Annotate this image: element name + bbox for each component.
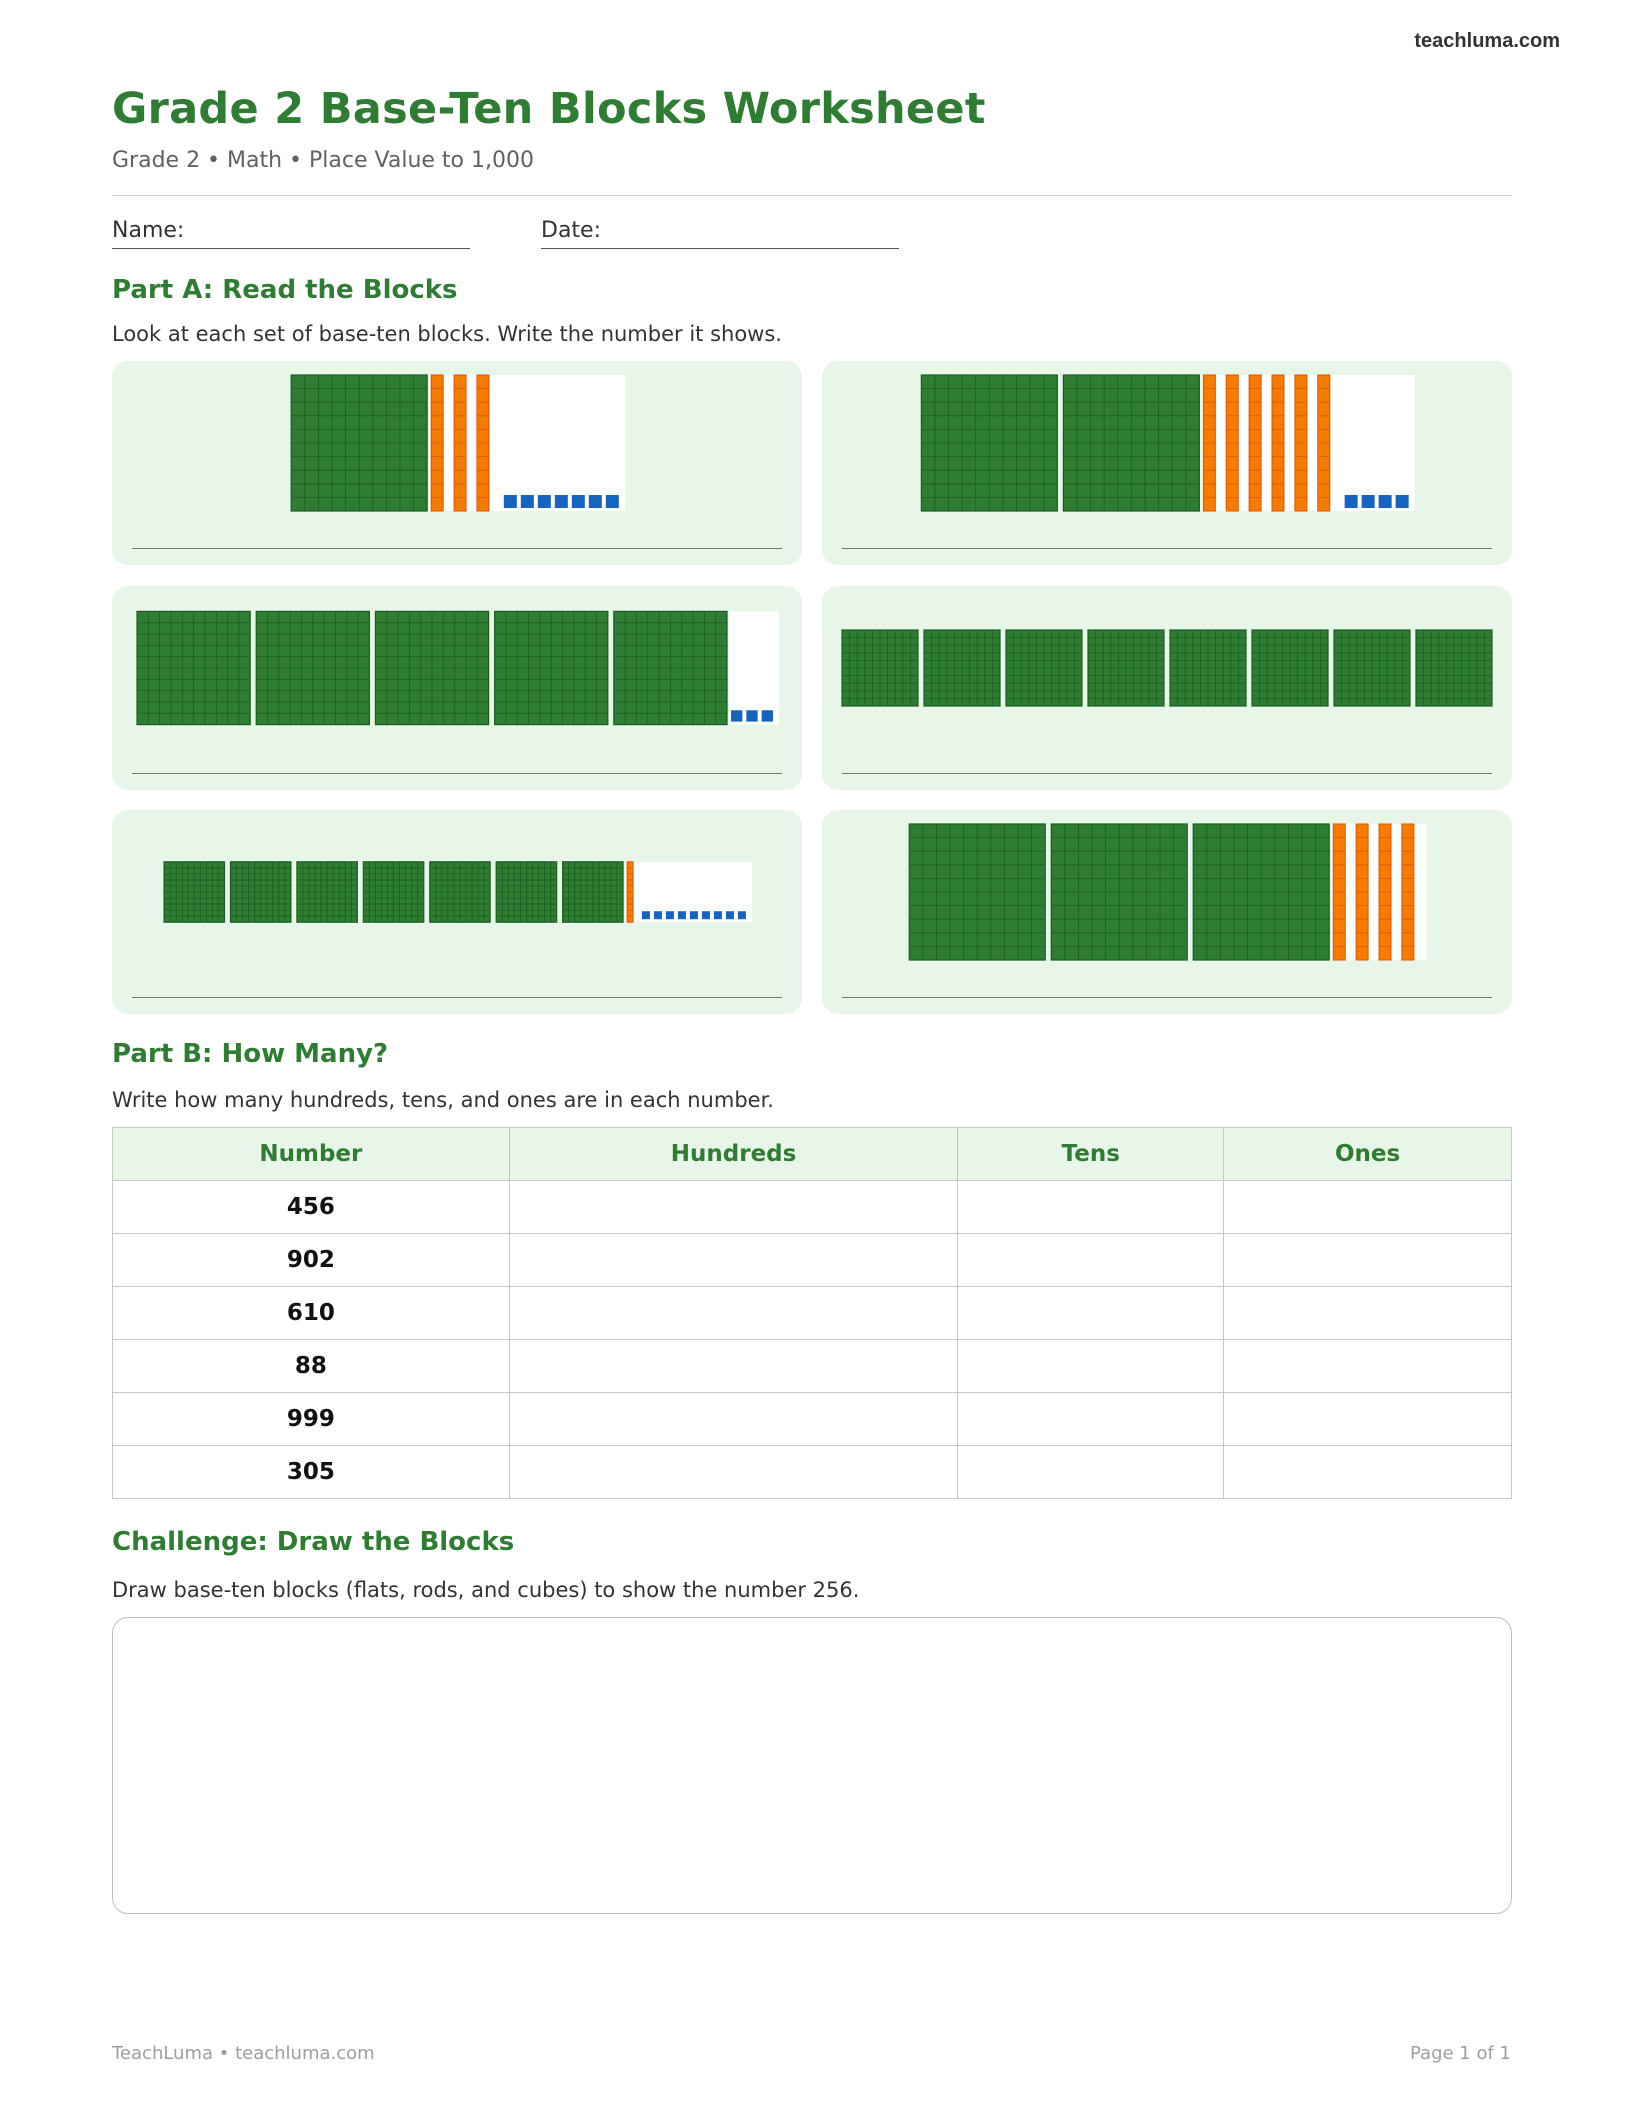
worksheet-subtitle: Grade 2 • Math • Place Value to 1,000: [112, 148, 534, 173]
tens-answer-cell[interactable]: [958, 1234, 1224, 1287]
column-header-tens: Tens: [958, 1128, 1224, 1181]
part-a-heading: Part A: Read the Blocks: [112, 275, 458, 305]
tens-rod: [1379, 824, 1391, 960]
ones-answer-cell[interactable]: [1224, 1340, 1512, 1393]
block-problem-card: [112, 361, 802, 565]
ones-cube: [538, 495, 551, 508]
hundreds-flat: [1063, 375, 1199, 511]
hundreds-flat: [614, 611, 727, 724]
challenge-instructions: Draw base-ten blocks (flats, rods, and cubes) to show the number 256.: [112, 1578, 860, 1602]
tens-answer-cell[interactable]: [958, 1340, 1224, 1393]
name-label: Name:: [112, 218, 185, 243]
base-ten-blocks: [112, 586, 802, 756]
hundreds-answer-cell[interactable]: [509, 1234, 958, 1287]
ones-cube: [606, 495, 619, 508]
header-divider: [112, 195, 1512, 196]
drawing-area[interactable]: [112, 1617, 1512, 1914]
column-header-ones: Ones: [1224, 1128, 1512, 1181]
page-number: Page 1 of 1: [1410, 2043, 1511, 2064]
hundreds-flat: [430, 862, 490, 922]
hundreds-flat: [924, 630, 1000, 706]
ones-cube: [654, 911, 662, 919]
number-cell: 999: [113, 1393, 510, 1446]
blocks-background: [729, 611, 779, 724]
table-row: [113, 1181, 1512, 1234]
hundreds-flat: [1334, 630, 1410, 706]
tens-answer-cell[interactable]: [958, 1393, 1224, 1446]
tens-rod: [1295, 375, 1307, 511]
ones-cube: [589, 495, 602, 508]
answer-line[interactable]: [132, 773, 782, 774]
tens-rod: [454, 375, 466, 511]
answer-line[interactable]: [842, 773, 1492, 774]
part-b-instructions: Write how many hundreds, tens, and ones are in each number.: [112, 1088, 774, 1112]
ones-cube: [702, 911, 710, 919]
base-ten-blocks: [822, 586, 1512, 756]
tens-rod: [627, 862, 633, 922]
hundreds-answer-cell[interactable]: [509, 1287, 958, 1340]
table-row: [113, 1234, 1512, 1287]
ones-cube: [1396, 495, 1409, 508]
ones-cube: [731, 710, 742, 721]
tens-rod: [1356, 824, 1368, 960]
base-ten-blocks: [112, 810, 802, 980]
block-problem-card: [822, 361, 1512, 565]
block-problem-card: [822, 810, 1512, 1014]
hundreds-flat: [375, 611, 488, 724]
ones-cube: [678, 911, 686, 919]
hundreds-answer-cell[interactable]: [509, 1393, 958, 1446]
part-b-heading: Part B: How Many?: [112, 1039, 389, 1069]
hundreds-flat: [164, 862, 224, 922]
worksheet-title: Grade 2 Base-Ten Blocks Worksheet: [112, 84, 986, 134]
ones-cube: [666, 911, 674, 919]
column-header-number: Number: [113, 1128, 510, 1181]
answer-line[interactable]: [842, 548, 1492, 549]
hundreds-flat: [496, 862, 556, 922]
table-row: [113, 1340, 1512, 1393]
date-label: Date:: [541, 218, 601, 243]
hundreds-flat: [230, 862, 290, 922]
answer-line[interactable]: [132, 997, 782, 998]
hundreds-answer-cell[interactable]: [509, 1340, 958, 1393]
tens-rod: [431, 375, 443, 511]
hundreds-flat: [1088, 630, 1164, 706]
hundreds-flat: [495, 611, 608, 724]
column-header-hundreds: Hundreds: [509, 1128, 958, 1181]
base-ten-blocks: [112, 361, 802, 531]
name-field[interactable]: [112, 218, 470, 249]
hundreds-flat: [291, 375, 427, 511]
hundreds-flat: [563, 862, 623, 922]
tens-rod: [1333, 824, 1345, 960]
number-cell: 88: [113, 1340, 510, 1393]
ones-cube: [690, 911, 698, 919]
hundreds-flat: [256, 611, 369, 724]
hundreds-answer-cell[interactable]: [509, 1181, 958, 1234]
challenge-heading: Challenge: Draw the Blocks: [112, 1527, 515, 1557]
ones-cube: [726, 911, 734, 919]
ones-answer-cell[interactable]: [1224, 1234, 1512, 1287]
ones-cube: [762, 710, 773, 721]
block-problem-card: [112, 810, 802, 1014]
ones-cube: [1345, 495, 1358, 508]
tens-rod: [1249, 375, 1261, 511]
footer-brand: TeachLuma • teachluma.com: [112, 2043, 375, 2064]
tens-answer-cell[interactable]: [958, 1287, 1224, 1340]
ones-cube: [738, 911, 746, 919]
tens-rod: [1318, 375, 1330, 511]
hundreds-flat: [1252, 630, 1328, 706]
number-cell: 610: [113, 1287, 510, 1340]
ones-answer-cell[interactable]: [1224, 1393, 1512, 1446]
tens-rod: [1203, 375, 1215, 511]
ones-cube: [555, 495, 568, 508]
ones-answer-cell[interactable]: [1224, 1446, 1512, 1499]
place-value-table: [112, 1127, 1512, 1499]
block-problem-card: [112, 586, 802, 790]
base-ten-blocks: [822, 810, 1512, 980]
hundreds-flat: [297, 862, 357, 922]
ones-answer-cell[interactable]: [1224, 1287, 1512, 1340]
table-row: [113, 1287, 1512, 1340]
block-problem-card: [822, 586, 1512, 790]
table-row: [113, 1446, 1512, 1499]
part-a-instructions: Look at each set of base-ten blocks. Write the number it shows.: [112, 322, 782, 346]
hundreds-flat: [909, 824, 1045, 960]
base-ten-blocks: [822, 361, 1512, 531]
hundreds-flat: [1006, 630, 1082, 706]
hundreds-flat: [921, 375, 1057, 511]
ones-cube: [504, 495, 517, 508]
ones-cube: [572, 495, 585, 508]
ones-cube: [746, 710, 757, 721]
table-row: [113, 1393, 1512, 1446]
number-cell: 456: [113, 1181, 510, 1234]
ones-cube: [1379, 495, 1392, 508]
tens-rod: [477, 375, 489, 511]
hundreds-flat: [1416, 630, 1492, 706]
tens-answer-cell[interactable]: [958, 1446, 1224, 1499]
date-field[interactable]: [541, 218, 899, 249]
number-cell: 305: [113, 1446, 510, 1499]
hundreds-flat: [1051, 824, 1187, 960]
tens-rod: [1272, 375, 1284, 511]
tens-rod: [1402, 824, 1414, 960]
answer-line[interactable]: [842, 997, 1492, 998]
ones-cube: [714, 911, 722, 919]
ones-cube: [521, 495, 534, 508]
hundreds-answer-cell[interactable]: [509, 1446, 958, 1499]
answer-line[interactable]: [132, 548, 782, 549]
tens-answer-cell[interactable]: [958, 1181, 1224, 1234]
brand-link[interactable]: teachluma.com: [1414, 30, 1560, 52]
hundreds-flat: [137, 611, 250, 724]
ones-cube: [642, 911, 650, 919]
hundreds-flat: [363, 862, 423, 922]
hundreds-flat: [842, 630, 918, 706]
ones-cube: [1362, 495, 1375, 508]
hundreds-flat: [1193, 824, 1329, 960]
tens-rod: [1226, 375, 1238, 511]
ones-answer-cell[interactable]: [1224, 1181, 1512, 1234]
number-cell: 902: [113, 1234, 510, 1287]
hundreds-flat: [1170, 630, 1246, 706]
